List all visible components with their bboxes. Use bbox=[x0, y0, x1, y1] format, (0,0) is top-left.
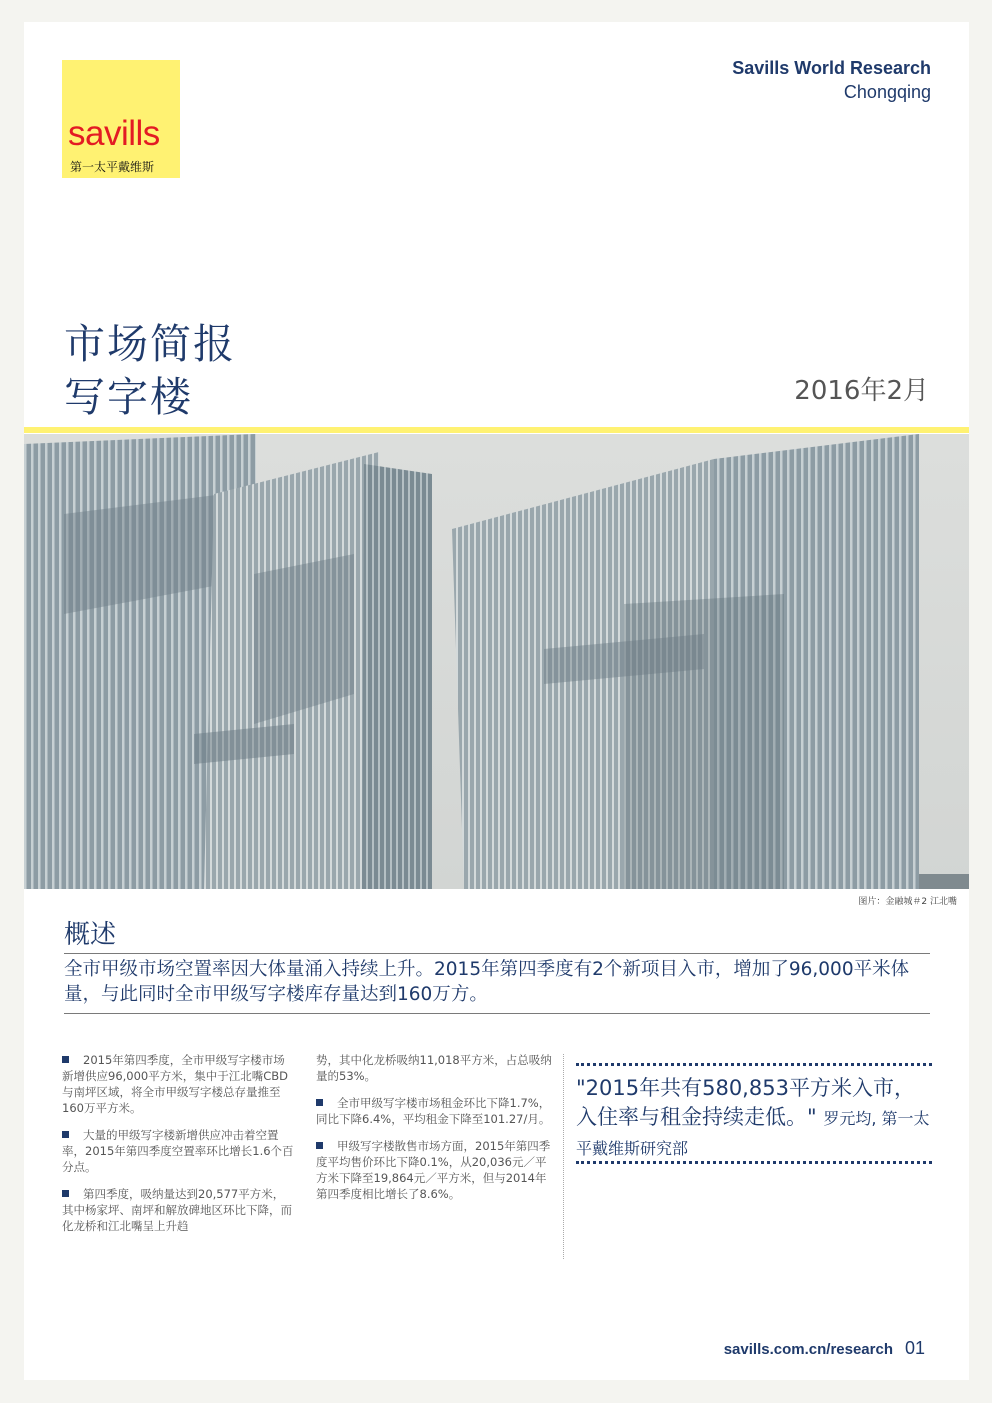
savills-logo bbox=[62, 60, 180, 178]
photo-caption: 图片：金融城＃2 江北嘴 bbox=[858, 897, 957, 907]
yellow-divider bbox=[24, 427, 969, 433]
overview-heading: 概述 bbox=[64, 920, 117, 950]
quote-top-dots bbox=[576, 1063, 932, 1066]
bullet-paragraph: 甲级写字楼散售市场方面，2015年第四季度平均售价环比下降0.1%，从20,036元／平方米下降至19,864元／平方米，但与2014年第四季度相比增长了8.6%。 bbox=[316, 1139, 551, 1201]
bullet-square-icon bbox=[62, 1056, 69, 1063]
bullet-square-icon bbox=[316, 1099, 323, 1106]
bullet-square-icon bbox=[62, 1131, 69, 1138]
quote-attribution: 罗元均, 第一太平戴维斯研究部 bbox=[576, 1109, 930, 1158]
cover-photo bbox=[24, 434, 969, 889]
report-date: 2016年2月 bbox=[794, 376, 929, 406]
bullet-square-icon bbox=[316, 1142, 323, 1149]
overview-top-rule bbox=[64, 953, 930, 954]
logo-chinese-name: 第一太平戴维斯 bbox=[70, 160, 155, 174]
bullet-paragraph: 2015年第四季度，全市甲级写字楼市场新增供应96,000平方米，集中于江北嘴CBD与南坪区域，将全市甲级写字楼总存量推至160万平方米。 bbox=[62, 1053, 289, 1115]
page-number: 01 bbox=[904, 1338, 925, 1358]
continued-paragraph: 势，其中化龙桥吸纳11,018平方米，占总吸纳量的53%。 bbox=[316, 1053, 552, 1083]
bullet-square-icon bbox=[62, 1190, 69, 1197]
header-subtitle: Chongqing bbox=[843, 82, 931, 102]
bullet-paragraph: 第四季度，吸纳量达到20,577平方米，其中杨家坪、南坪和解放碑地区环比下降，而化龙桥和江北嘴呈上升趋 bbox=[62, 1187, 292, 1233]
bullet-paragraph: 全市甲级写字楼市场租金环比下降1.7%，同比下降6.4%，平均租金下降至101.27/月。 bbox=[316, 1096, 551, 1126]
header-title: Savills World Research bbox=[732, 58, 931, 78]
column-divider bbox=[563, 1054, 564, 1259]
quote-text: "2015年共有580,853平方米入市，入住率与租金持续走低。" bbox=[576, 1076, 915, 1129]
body-column-2 bbox=[316, 1052, 552, 1213]
overview-summary: 全市甲级市场空置率因大体量涌入持续上升。2015年第四季度有2个新项目入市，增加了96,000平米体量，与此同时全市甲级写字楼库存量达到160万方。 bbox=[64, 959, 910, 1005]
bullet-paragraph: 大量的甲级写字楼新增供应冲击着空置率，2015年第四季度空置率环比增长1.6个百分点。 bbox=[62, 1128, 294, 1174]
logo-wordmark: savills bbox=[68, 114, 160, 153]
pull-quote bbox=[576, 1074, 932, 1163]
report-subtitle: 写字楼 bbox=[64, 373, 193, 421]
footer-url-link[interactable]: savills.com.cn/research bbox=[723, 1341, 893, 1358]
quote-bottom-dots bbox=[576, 1161, 932, 1164]
skyscrapers-image bbox=[24, 434, 969, 889]
report-title: 市场简报 bbox=[64, 320, 236, 368]
report-page bbox=[24, 22, 969, 1380]
body-column-1 bbox=[62, 1052, 295, 1245]
overview-bottom-rule bbox=[64, 1013, 930, 1014]
